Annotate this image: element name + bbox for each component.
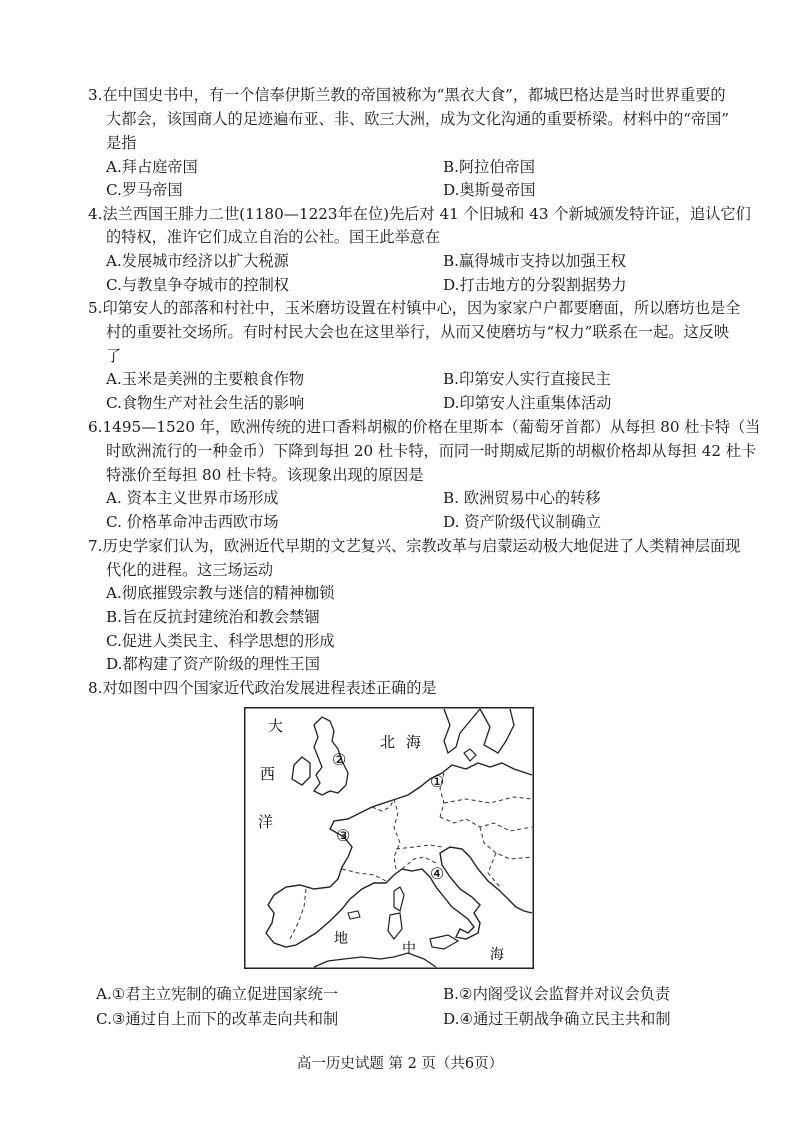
question-3-option-b: B.阿拉伯帝国 (443, 158, 535, 176)
question-5-stem-line-2: 村的重要社交场所。有时村民大会也在这里举行，从而又使磨坊与“权力”联系在一起。这反映 (106, 323, 730, 341)
question-4-option-a: A.发展城市经济以扩大税源 (106, 252, 289, 270)
question-3-option-c: C.罗马帝国 (106, 181, 183, 199)
question-7-option-b: B.旨在反抗封建统治和教会禁锢 (106, 608, 320, 626)
ireland-outline (292, 757, 310, 785)
border-france-spain (342, 869, 386, 881)
question-8-option-d: D.④通过王朝战争确立民主共和制 (443, 1010, 671, 1028)
scandinavia-outline (480, 709, 514, 753)
question-6-stem-line-3: 特涨价至每担 80 杜卡特。该现象出现的原因是 (106, 466, 424, 484)
question-7-stem-line-2: 代化的进程。这三场运动 (106, 561, 274, 579)
border-germany-east (440, 817, 532, 831)
jutland-outline (444, 709, 480, 753)
marker-4-italy: ④ (430, 864, 445, 883)
question-6-stem-line-1: 6.1495—1520 年，欧洲传统的进口香料胡椒的价格在里斯本（葡萄牙首都）从每担 80 杜卡特（当 (88, 418, 761, 436)
border-poland (444, 797, 532, 803)
marker-3-france: ③ (336, 826, 351, 845)
question-6-option-d: D. 资产阶级代议制确立 (443, 513, 601, 531)
sardinia-outline (388, 913, 402, 939)
question-5-option-b: B.印第安人实行直接民主 (443, 370, 611, 388)
question-4-option-c: C.与教皇争夺城市的控制权 (106, 276, 289, 294)
question-7-option-c: C.促进人类民主、科学思想的形成 (106, 632, 335, 650)
question-4-option-d: D.打击地方的分裂割据势力 (443, 276, 627, 294)
marker-1-germany: ① (430, 772, 445, 791)
question-8-option-b: B.②内阁受议会监督并对议会负责 (443, 985, 671, 1003)
question-3-option-d: D.奥斯曼帝国 (443, 181, 536, 199)
balearic-islands (348, 911, 360, 919)
map-label-hai-med: 海 (490, 947, 504, 963)
question-4-stem-line-2: 的特权，准许它们成立自治的公社。国王此举意在 (106, 228, 441, 246)
page-footer: 高一历史试题 第 2 页（共6页） (296, 1056, 504, 1072)
question-3-stem-line-1: 3.在中国史书中，有一个信奉伊斯兰教的帝国被称为“黑衣大食”，都城巴格达是当时世界重要的 (88, 86, 726, 104)
question-7-option-d: D.都构建了资产阶级的理性王国 (106, 655, 320, 673)
border-spain-portugal (290, 889, 306, 939)
question-5-stem-line-1: 5.印第安人的部落和村社中，玉米磨坊设置在村镇中心，因为家家户户都要磨面，所以磨坊也是全 (88, 299, 741, 317)
question-7-stem-line-1: 7.历史学家们认为，欧洲近代早期的文艺复兴、宗教改革与启蒙运动极大地促进了人类精神层面现 (88, 537, 741, 555)
danish-island (464, 749, 476, 761)
question-4-option-b: B.赢得城市支持以加强王权 (443, 252, 627, 270)
map-label-di: 地 (334, 931, 348, 947)
question-5-option-c: C.食物生产对社会生活的影响 (106, 394, 305, 412)
map-label-xi: 西 (260, 765, 276, 783)
question-5-option-d: D.印第安人注重集体活动 (443, 394, 612, 412)
map-label-yang: 洋 (258, 813, 274, 831)
question-6-stem-line-2: 时欧洲流行的一种金币）下降到每担 20 杜卡特，而同一时期威尼斯的胡椒价格却从每担 42 杜卡 (106, 442, 757, 460)
question-8-option-a: A.①君主立宪制的确立促进国家统一 (96, 985, 339, 1003)
question-5-stem-line-3: 了 (106, 347, 122, 365)
border-lines (290, 773, 532, 939)
sicily-outline (430, 935, 458, 949)
question-3-stem-line-3: 是指 (106, 134, 137, 152)
border-austria (480, 827, 532, 859)
map-label-da: 大 (268, 717, 284, 735)
question-3-option-a: A.拜占庭帝国 (106, 158, 198, 176)
question-4-stem-line-1: 4.法兰西国王腓力二世(1180—1223年在位)先后对 41 个旧城和 43 个新城颁发特许证，追认它们 (88, 205, 751, 223)
europe-map-svg (244, 707, 534, 969)
border-alps (396, 845, 442, 849)
map-label-bei: 北 (380, 733, 396, 751)
question-8-stem-line-1: 8.对如图中四个国家近代政治发展进程表述正确的是 (88, 679, 437, 697)
question-7-option-a: A.彻底摧毁宗教与迷信的精神枷锁 (106, 584, 335, 602)
question-6-option-a: A. 资本主义世界市场形成 (106, 489, 279, 507)
mainland-coastline (266, 763, 532, 947)
question-3-stem-line-2: 大都会，该国商人的足迹遍布亚、非、欧三大洲，成为文化沟通的重要桥梁。材料中的“帝国” (106, 110, 730, 128)
marker-2-britain: ② (332, 750, 347, 769)
question-6-option-b: B. 欧洲贸易中心的转移 (443, 489, 601, 507)
question-6-option-c: C. 价格革命冲击西欧市场 (106, 513, 279, 531)
corsica-outline (394, 887, 404, 911)
europe-map (244, 707, 534, 969)
north-africa-coast (314, 953, 436, 967)
question-8-option-c: C.③通过自上而下的改革走向共和制 (96, 1010, 339, 1028)
question-5-option-a: A.玉米是美洲的主要粮食作物 (106, 370, 305, 388)
border-france-germany (394, 799, 400, 869)
map-label-hai-north: 海 (406, 733, 422, 751)
map-label-zhong: 中 (402, 941, 416, 957)
